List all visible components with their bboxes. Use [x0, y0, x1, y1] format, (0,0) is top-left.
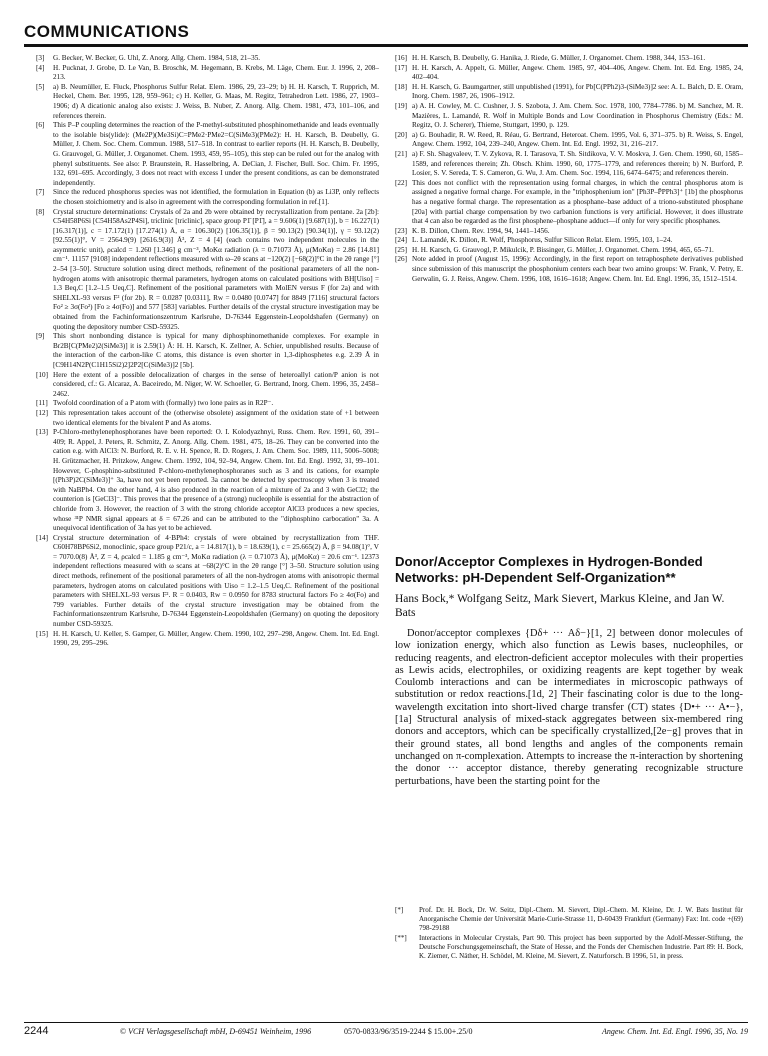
- page-header: [24, 22, 748, 42]
- publisher-line: [120, 1027, 311, 1036]
- reference-item: [36, 188, 379, 207]
- reference-item: [36, 534, 379, 630]
- reference-text: Here the extent of a possible delocalization of charges in the sense of heteroallyl cation/P anion is not considered, cf.: G. Alcaraz, A. Baceiredo, M. Niger, W. W. Schoeller, G. Bertrand, Inorg. Chem. 1996, 35, 2458–2462.: [53, 370, 379, 398]
- reference-text: H. H. Karsch, A. Appelt, G. Müller, Angew. Chem. 1985, 97, 404–406, Angew. Chem. Int. Ed. Eng. 1985, 24, 402–404.: [412, 63, 743, 82]
- reference-text: K. B. Dillon, Chem. Rev. 1994, 94, 1441–1456.: [412, 226, 550, 235]
- reference-item: [36, 630, 379, 649]
- reference-number: [21]: [395, 149, 407, 158]
- reference-number: [12]: [36, 408, 48, 417]
- reference-number: [6]: [36, 121, 45, 130]
- article-body: Donor/acceptor complexes {Dδ+ ··· Aδ−}[1, 2] between donor molecules of low ionization energy, which also function as Lewis bases, nucleophiles, or reducing reagents, and electron-deficient acceptor molecules with their properties as Lewis acids, electrophiles, or oxidizing reagents are kept together by weak Coulomb interactions and can be intermediates in microscopic pathways of substitution or redox reactions.[1d, 2] Their fascinating color is due to the long-wavelength excitation into short-lived charge transfer (CT) states {D•+ ··· A•−},[1a] Structural analysis of mixed-stack aggregates between six-membered ring donors and acceptors, which can be specifically crystallized,[2e−g] proves that in their ground states, all bond lengths and angles of the components remain unchanged on π-complexation. Attempts to increase the π-interaction by shortening the donor ··· acceptor distance, thereby generating recognizable structure perturbations, have been the starting point for the: [395, 628, 743, 787]
- footnote-text: Prof. Dr. H. Bock, Dr. W. Seitz, Dipl.-Chem. M. Sievert, Dipl.-Chem. M. Kleine, Dr. J. W. Bats Institut für Anorganische Chemie der Universität Marie-Curie-Strasse 11, D-60439 Frankfurt (Germany) Fax: Int. code +(69) 798-29188: [419, 906, 743, 932]
- reference-number: [10]: [36, 370, 48, 379]
- reference-text: H. H. Karsch, G. Grauvogl, P. Mikulcik, P. Bissinger, G. Müller, J. Organomet. Chem. 1994, 465, 65–71.: [412, 245, 714, 254]
- reference-text: P-Chloro-methylenephosphoranes have been reported: O. I. Kolodyazhnyi, Russ. Chem. Rev. 1991, 60, 391–409; R. Appel, J. Peters, R. Schmitz, Z. Anorg. Allg. Chem. 1981, 475, 18–26. They can be converted into the cation e.g. with AlCl3: N. Burford, R. E. v. H. Spence, R. D. Rogers, J. Am. Chem. Soc. 1989, 111, 5006–5008; H. Grützmacher, H. Pritzkow, Angew. Chem. 1992, 104, 92–94, Angew. Chem. Int. Ed. Engl. 1992, 31, 99–101. However, C-phosphino-substituted P-chloro-methylenephosphoranes such as 3 and its cations, for example [(Ph3P)2C(SiMe3)]⁺ 3a, have not yet been reported. 3a cannot be detected by spectroscopy when 3 is treated with NaBPh4. On the other hand, 4 is also produced in the reaction of a mixture of 2a and 3 with GeCl2; the counterion is [GeCl3]⁻. This proves that the presence of a (strong) nucleophile is essential for the abstraction of chloride from 3. However, the reaction of 3 with the strong chloride acceptor AlCl3 produces a new species, whose ³¹P NMR signal appears at δ = 67.26 and can be attributed to the "diphosphino carbocation" 3a. A unequivocal identification of 3a has yet to be achieved.: [53, 428, 379, 533]
- reference-item: [395, 236, 743, 246]
- reference-item: [36, 64, 379, 83]
- reference-number: [9]: [36, 332, 45, 341]
- reference-number: [5]: [36, 82, 45, 91]
- reference-number: [19]: [395, 101, 407, 110]
- reference-number: [17]: [395, 63, 407, 72]
- footnote-text: Interactions in Molecular Crystals, Part 90. This project has been supported by the Adolf-Messer-Stiftung, the Deutsche Forschungsgemeinschaft, the State of Hesse, and the Fonds der Chemischen Industrie. Part 89: H. Bock, K. Ziemer, C. Näther, H. Schödel, M. Kleine, M. Sievert, Z. Naturforsch. B 1996, 51, in press.: [419, 934, 743, 960]
- reference-number: [16]: [395, 54, 407, 62]
- reference-item: [36, 428, 379, 534]
- references-right-column: [395, 54, 743, 284]
- reference-text: This does not conflict with the representation using formal charges, in which the central phosphorus atom is assigned a negative formal charge. For example, in the "triphosphenium ion" [Ph3P–P̄PPh3]⁺ [1b] the phosphorus has a negative formal charge. The representation as a phosphane–base adduct of a triono-substituted phosphane [20a] with partial charge compensation by two carbanion functions is very artificial. However, it does illustrate that 4 can also be regarded as the first phosphene–phosphane adduct—if only for very specific phosphanes.: [412, 178, 743, 226]
- journal-citation: Angew. Chem. Int. Ed. Engl. 1996, 35, No. 19: [601, 1027, 748, 1036]
- reference-number: [4]: [36, 63, 45, 72]
- reference-text: L. Lamandé, K. Dillon, R. Wolf, Phosphorus, Sulfur Silicon Relat. Elem. 1995, 103, 1–24.: [412, 236, 673, 245]
- reference-item: [36, 371, 379, 400]
- reference-text: G. Becker, W. Becker, G. Uhl, Z. Anorg. Allg. Chem. 1984, 518, 21–35.: [53, 54, 261, 62]
- footnote: [395, 934, 743, 961]
- reference-text: Since the reduced phosphorus species was not identified, the formulation in Equation (b) as Li3P, only reflects the chosen stoichiometry and is also in agreement with the corresponding formulation in ref.[1].: [53, 188, 379, 206]
- reference-number: [13]: [36, 428, 48, 437]
- reference-text: Twofold coordination of a P atom with (formally) two lone pairs as in R2P⁻.: [53, 399, 274, 408]
- reference-text: a) B. Neumüller, E. Fluck, Phosphorus Sulfur Relat. Elem. 1986, 29, 23–29; b) H. H. Karsch, T. Rupprich, M. Heckel, Chem. Ber. 1995, 128, 959–961; c) H. Keller, G. Maas, M. Regitz, Tetrahedron Lett. 1986, 27, 1903–1906; d) A dicationic analog also exists: J. Weiss, B. Nuber, Z. Anorg. Allg. Chem. 1981, 473, 101–106, and references therein.: [53, 82, 379, 120]
- reference-item: [36, 83, 379, 121]
- reference-item: [395, 102, 743, 131]
- reference-text: This representation takes account of the (otherwise obsolete) assignment of the oxidation state of +1 between two identical elements for the bivalent P and As atoms.: [53, 408, 379, 427]
- reference-number: [20]: [395, 130, 407, 139]
- reference-item: [395, 255, 743, 284]
- section-title: COMMUNICATIONS: [24, 22, 190, 41]
- reference-item: [395, 227, 743, 237]
- reference-item: [395, 150, 743, 179]
- header-rule: [24, 44, 748, 47]
- reference-text: This short nonbonding distance is typical for many diphosphinomethanide complexes. For example in Br2B[C(PMe2)2(SiMe3)] it is 2.59(1) Å: H. H. Karsch, K. Zellner, A. Schier, unpublished results. Because of the interaction of the carbon-like C atoms, this distance is even shorter in 1,3-diphosphetes e.g. 2.39 Å in [C9H14N2P(C1H15Si2)2]2P2[C(SiMe3)]2 [5b].: [53, 332, 379, 369]
- page-number: 2244: [24, 1025, 49, 1037]
- reference-number: [15]: [36, 629, 48, 638]
- reference-text: This P–P coupling determines the reaction of the P-methyl-substituted phosphinomethanide and leads eventually to the isolable bis(ylide): (Me2P)(Me3Si)C=PMe2·PMe2=C(SiMe3)(PMe2): H. H. Karsch, B. Deubelly, G. Müller, J. Chem. Soc. Chem. Commun. 1988, 517–518. In contrast to earlier reports (H. H. Karsch, B. Deubelly, G. Grauvogel, G. Müller, J. Organomet. Chem. 1993, 459, 95–105), this step can be ruled out for the analog with phenyl substituents. See also: P. Braunstein, R. Hasselbring, A. DeCian, J. Fischer, Bull. Soc. Chim. Fr. 1995, 132, 691–695. Accordingly, 3 does not react with excess I under the present conditions, as can be demonstrated independently.: [53, 121, 379, 187]
- reference-item: [36, 409, 379, 428]
- reference-item: [395, 54, 743, 64]
- reference-text: a) G. Bouhadir, R. W. Reed, R. Réau, G. Bertrand, Heteroat. Chem. 1995, Vol. 6, 371–375. b) R. Weiss, S. Engel, Angew. Chem. 1992, 104, 239–240, Angew. Chem. Int. Ed. Engl. 1992, 31, 216–217.: [412, 130, 743, 149]
- reference-text: H. H. Karsch, U. Keller, S. Gamper, G. Müller, Angew. Chem. 1990, 102, 297–298, Angew. Chem. Int. Ed. Engl. 1990, 29, 295–296.: [53, 629, 379, 648]
- reference-item: [36, 208, 379, 333]
- reference-number: [18]: [395, 82, 407, 91]
- footnote-mark: [*]: [395, 906, 404, 914]
- reference-text: H. Pucknat, J. Grobe, D. Le Van, B. Broschk, M. Hegemann, B. Krebs, M. Läge, Chem. Eur. J. 1996, 2, 208–213.: [53, 63, 379, 82]
- article-authors: Hans Bock,* Wolfgang Seitz, Mark Sievert, Markus Kleine, and Jan W. Bats: [395, 593, 725, 619]
- reference-text: H. H. Karsch, B. Deubelly, G. Hanika, J. Riede, G. Müller, J. Organomet. Chem. 1988, 344, 153–161.: [412, 54, 706, 62]
- reference-number: [7]: [36, 188, 45, 197]
- reference-number: [22]: [395, 178, 407, 187]
- reference-number: [8]: [36, 207, 45, 216]
- reference-text: Note added in proof (August 15, 1996): Accordingly, in the first report on tetraphosphete derivatives published since submission of this manuscript the phosphonium centers each bear two amino groups: W. Frank, V. Petry, E. Gerwalin, G. J. Reiss, Angew. Chem. 1996, 108, 1616–1618; Angew. Chem. Int. Ed. Engl. 1996, 35, 1512–1514.: [412, 255, 743, 283]
- author-footnotes: [395, 906, 743, 962]
- reference-text: a) A. H. Cowley, M. C. Cushner, J. S. Szobota, J. Am. Chem. Soc. 1978, 100, 7784–7786. b) M. Sanchez, M. R. Mazières, L. Lamandé, R. Wolf in Multiple Bonds and Low Coordination in Phosphorus Chemistry (Eds.: M. Regitz, O. J. Scherer), Thieme, Stuttgart, 1990, p. 129.: [412, 101, 743, 130]
- reference-number: [24]: [395, 236, 407, 245]
- publisher-text: VCH Verlagsgesellschaft mbH, D-69451 Weinheim, 1996: [128, 1027, 312, 1036]
- reference-number: [25]: [395, 245, 407, 254]
- reference-number: [11]: [36, 399, 48, 408]
- article-title: Donor/Acceptor Complexes in Hydrogen-Bonded Networks: pH-Dependent Self-Organization**: [395, 554, 703, 585]
- footnote: [395, 906, 743, 933]
- reference-number: [23]: [395, 226, 407, 235]
- reference-item: [36, 332, 379, 370]
- reference-number: [26]: [395, 255, 407, 264]
- reference-item: [395, 246, 743, 256]
- reference-text: Crystal structure determinations: Crystals of 2a and 2b were obtained by recrystallization from pentane. 2a [2b]: C54H58P6Si [C54H58As2P4Si], triclinic [triclinic], space group P1̄ [P1̄], a = 9.606(1) [9.687(1)], b = 16.227(1) [16.317(1)], c = 17.172(1) [17.274(1) Å, α = 106.30(2) [106.35(1)], β = 90.13(2) [90.34(1)], γ = 93.12(2) [92.55(1)]°, V = 2564.9(9) [2616.9(3)] Å³, Z = 4 [4] (each contains two independent molecules in the asymmetric unit), ρcalcd = 1.260 [1.346] g cm⁻³, MoKα radiation (λ = 0.71073 Å), μ(MoKα) = 2.86 [14.81] cm⁻¹. 11157 [9108] independent reflections measured with ω–2θ scans at −120(2) [−68(2)]°C in the 2θ range [°] 2–54 [3–50]. Structure solution using direct methods, refinement of the positional parameters of all the non-hydrogen atoms with anisotropic thermal parameters, hydrogen atoms on calculated positions with BH[Uiso] = 1.3 Beq,C [1.2–1.5 Ueq,C]. Refinement of the positional parameters with MolEN versus F (for 2a) and with SHELXL-93 versus F² (for 2b). R = 0.0287 [0.0311], Rw = 0.0480 [0.0747] for 8849 [7116] structural factors Fo² ≥ 3σ(Fo²) [Fo ≥ 4σ(Fo)] and 577 [583] variables. Further details of the crystal structure investigation may be obtained from the Fachinformationszentrum Karlsruhe, D-76344 Eggenstein-Leopoldshafen (Germany) on quoting the depository number CSD-59325.: [53, 207, 379, 331]
- footer-rule: [24, 1022, 748, 1023]
- article-block: [395, 554, 743, 788]
- footnote-mark: [**]: [395, 934, 407, 942]
- reference-text: a) F. Sh. Shagvaleev, T. V. Zykova, R. I. Tarasova, T. Sh. Sitdikova, V. V. Moskva, J. Gen. Chem. 1990, 60, 1585–1589, and references therein; Zh. Obsch. Khim. 1990, 60, 1775–1779, and references therein; b) N. Burford, P. Losier, S. V. Sereda, T. S. Cameron, G. Wu, J. Am. Chem. Soc. 1994, 116, 6474–6475; and references therein.: [412, 149, 743, 178]
- reference-item: [395, 64, 743, 83]
- reference-text: H. H. Karsch, G. Baumgartner, still unpublished (1991), for Pb[C(PPh2)3-(SiMe3)]2 see: A. L. Balch, D. E. Oram, Inorg. Chem. 1987, 26, 1906–1912.: [412, 82, 743, 101]
- reference-item: [395, 83, 743, 102]
- reference-text: Crystal structure determination of 4·BPh4: crystals of were obtained by recrystallization from THF. C60H78BP6Si2, monoclinic, space group P21/c, a = 14.817(1), b = 18.639(1), c = 25.665(2) Å, β = 94.08(1)°, V = 7070.0(8) Å³, Z = 4, ρcalcd = 1.185 g cm⁻³, MoKα radiation (λ = 0.71073 Å), μ(MoKα) = 20.6 cm⁻¹. 12373 independent reflections measured with ω scans at −68(2)°C in the 2θ range [°] 3–50. Structure solution using direct methods, refinement of the positional parameters of all the non-hydrogen atoms with anisotropic thermal parameters, hydrogen atoms on calculated positions with Uiso = 1.2–1.5 Ueq,C. Refinement of the positional parameters with SHELXL-93 versus F². R = 0.0403, Rw = 0.0950 for 8783 structural factors Fo ≥ 4σ(Fo) and 799 variables. Further details of the crystal structure investigation may be obtained from the Fachinformationszentrum Karlsruhe, D-76344 Eggenstein-Leopoldshafen (Germany) on quoting the depository number CSD-59325.: [53, 533, 379, 629]
- references-left-column: [36, 54, 379, 649]
- reference-number: [14]: [36, 533, 48, 542]
- reference-number: [3]: [36, 54, 45, 62]
- reference-item: [36, 54, 379, 64]
- copyright-icon: ©: [120, 1027, 127, 1036]
- reference-item: [395, 131, 743, 150]
- reference-item: [395, 179, 743, 227]
- reference-item: [36, 121, 379, 188]
- article-code: 0570-0833/96/3519-2244 $ 15.00+.25/0: [344, 1027, 473, 1036]
- reference-item: [36, 399, 379, 409]
